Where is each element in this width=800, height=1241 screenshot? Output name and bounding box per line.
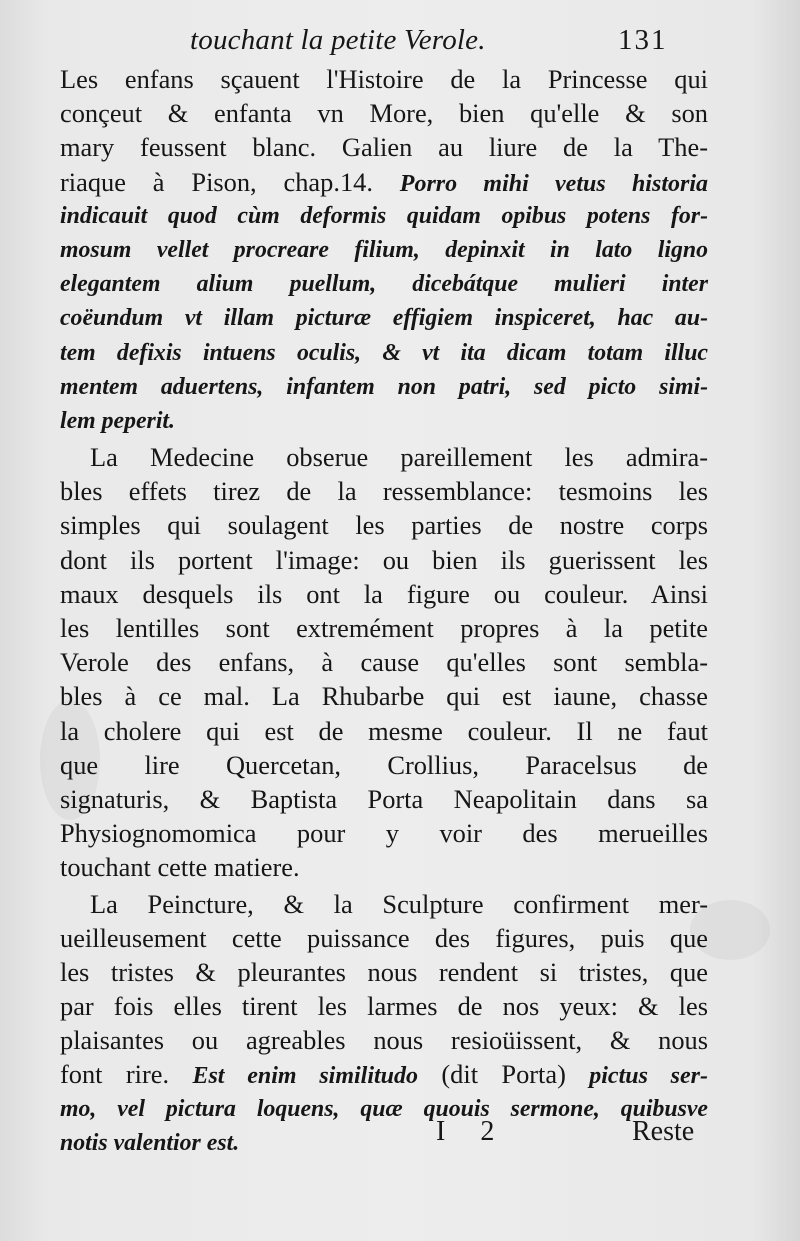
- text-line: [60, 404, 708, 438]
- line-text: ueilleusement cette puissance des figures, puis que: [60, 922, 708, 953]
- line-text: bles à ce mal. La Rhubarbe qui est iaune, chasse: [60, 681, 708, 712]
- text-line: [60, 645, 708, 679]
- line-text: indicauit quod cùm deformis quidam opibus potens for-: [60, 202, 708, 229]
- line-text: coëundum vt illam picturæ effigiem inspiceret, hac au-: [60, 305, 708, 332]
- text-line: [60, 96, 708, 130]
- line-latin-text: Porro mihi vetus historia: [399, 170, 708, 197]
- page-footer: [0, 1116, 800, 1156]
- line-text: signaturis, & Baptista Porta Neapolitain dans sa: [60, 783, 708, 814]
- line-text: riaque à Pison, chap.14.: [60, 166, 400, 197]
- line-text: La Medecine obserue pareillement les admira-: [90, 442, 708, 473]
- text-line: [60, 611, 708, 645]
- text-line: [60, 165, 708, 199]
- line-text: elegantem alium puellum, dicebátque mulieri inter: [60, 271, 708, 298]
- line-text: bles effets tirez de la ressemblance: tesmoins les: [60, 476, 708, 507]
- line-text: Les enfans sçauent l'Histoire de la Princesse qui: [60, 64, 708, 94]
- page-number: 131: [618, 24, 668, 56]
- text-line: [60, 508, 708, 542]
- line-text: tem defixis intuens oculis, & vt ita dicam totam illuc: [60, 339, 708, 366]
- text-line: [60, 748, 708, 782]
- line-text: maux desquels ils ont la figure ou couleur. Ainsi: [60, 578, 708, 609]
- running-title: touchant la petite Verole.: [190, 24, 486, 56]
- line-text: simples qui soulagent les parties de nostre corps: [60, 510, 708, 541]
- line-latin-text: pictus ser-: [589, 1063, 709, 1090]
- line-text: mo, vel pictura loquens, quæ quouis sermone, quibusve: [60, 1095, 708, 1122]
- line-text-tail: (dit Porta): [418, 1059, 590, 1090]
- line-text: touchant cette matiere.: [60, 852, 300, 883]
- line-text: que lire Quercetan, Crollius, Paracelsus de: [60, 749, 708, 780]
- line-text: lem peperit.: [60, 407, 175, 434]
- signature-mark: I 2: [436, 1116, 509, 1147]
- line-text: mosum vellet procreare filium, depinxit in lato ligno: [60, 236, 708, 263]
- line-text: mary feussent blanc. Galien au liure de la The-: [60, 132, 708, 163]
- line-text: les lentilles sont extremément propres à la petite: [60, 613, 708, 643]
- text-line: [60, 474, 708, 508]
- body-text: [60, 62, 708, 1160]
- line-text: plaisantes ou agreables nous resioüissent, & nous: [60, 1025, 708, 1056]
- text-line: [60, 233, 708, 267]
- text-line: [60, 336, 708, 370]
- line-text: notis valentior est.: [60, 1129, 240, 1156]
- paragraph: [60, 440, 708, 884]
- text-line: [60, 1023, 708, 1057]
- text-line: [60, 887, 708, 921]
- catchword: Reste: [632, 1116, 695, 1147]
- page-header: [0, 22, 800, 62]
- line-text: par fois elles tirent les larmes de nos yeux: & les: [60, 991, 708, 1022]
- text-line: [60, 679, 708, 713]
- text-line: [60, 816, 708, 850]
- line-text: Verole des enfans, à cause qu'elles sont sembla-: [60, 647, 708, 678]
- text-line: [60, 267, 708, 301]
- line-text: la cholere qui est de mesme couleur. Il ne faut: [60, 715, 708, 746]
- paragraph: [60, 62, 708, 438]
- text-line: [60, 1057, 708, 1091]
- text-line: [60, 301, 708, 335]
- text-line: [60, 440, 708, 474]
- line-text: mentem aduertens, infantem non patri, sed picto simi-: [60, 373, 708, 400]
- line-text: les tristes & pleurantes nous rendent si tristes, que: [60, 956, 708, 987]
- text-line: [60, 543, 708, 577]
- text-line: [60, 850, 708, 884]
- text-line: [60, 921, 708, 955]
- text-line: [60, 370, 708, 404]
- text-line: [60, 955, 708, 989]
- line-text: La Peincture, & la Sculpture confirment mer-: [90, 888, 708, 919]
- line-text: dont ils portent l'image: ou bien ils guerissent les: [60, 544, 708, 575]
- text-line: [60, 989, 708, 1023]
- text-line: [60, 130, 708, 164]
- line-text: conçeut & enfanta vn More, bien qu'elle & son: [60, 98, 708, 129]
- text-line: [60, 199, 708, 233]
- text-line: [60, 714, 708, 748]
- text-line: [60, 782, 708, 816]
- text-line: [60, 577, 708, 611]
- line-text: Physiognomomica pour y voir des merueilles: [60, 818, 708, 849]
- text-line: [60, 62, 708, 96]
- line-latin-text: Est enim similitudo: [192, 1063, 419, 1090]
- line-text: font rire.: [60, 1059, 193, 1090]
